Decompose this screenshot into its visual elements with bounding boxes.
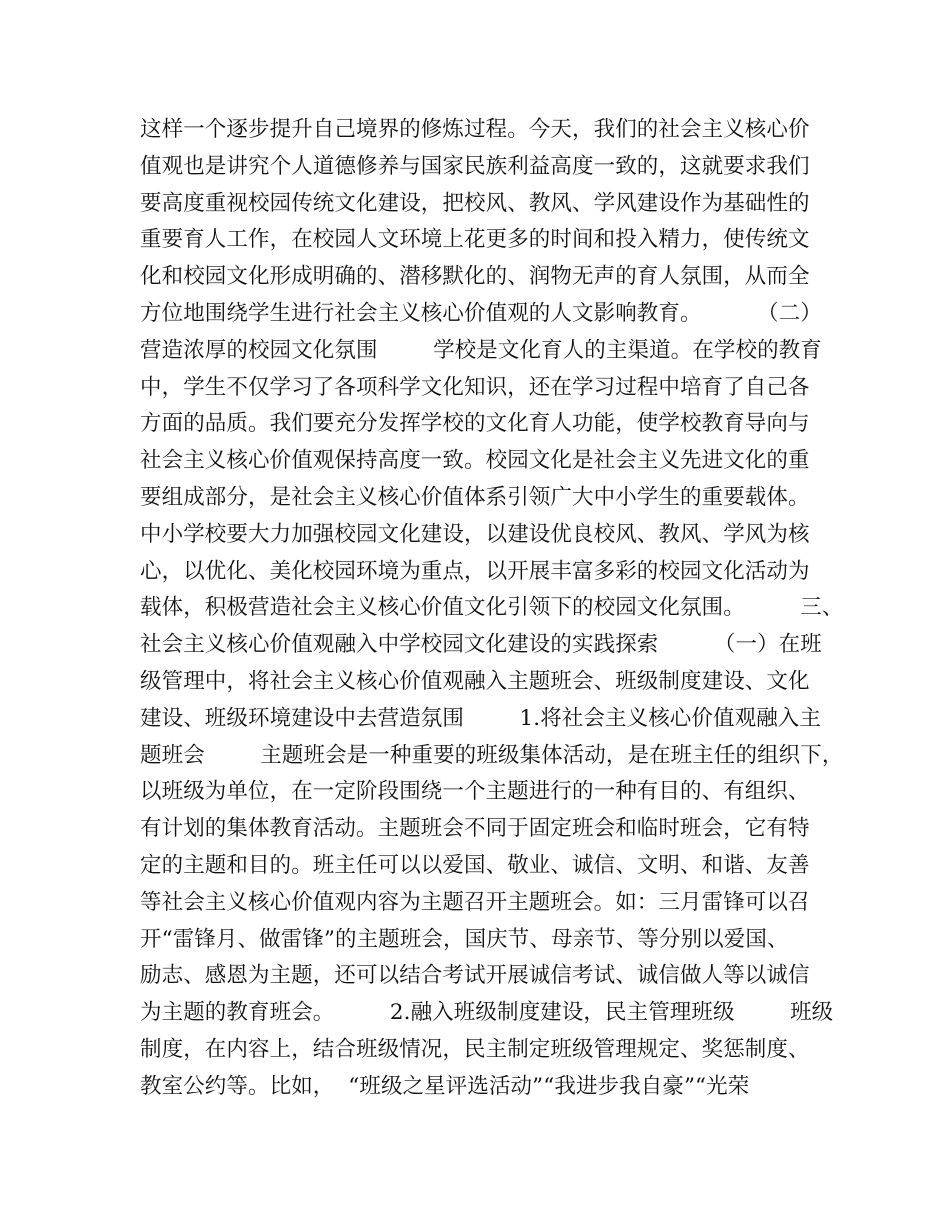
text-line: 营造浓厚的校园文化氛围 学校是文化育人的主渠道。在学校的教育 [140,337,822,363]
text-line: 这样一个逐步提升自己境界的修炼过程。今天，我们的社会主义核心价 [140,117,810,142]
text-line: 有计划的集体教育活动。主题班会不同于固定班会和临时班会，它有特 [140,816,810,842]
text-line: 励志、感恩为主题，还可以结合考试开展诚信考试、诚信做人等以诚信 [140,963,810,989]
text-line: 方面的品质。我们要充分发挥学校的文化育人功能，使学校教育导向与 [140,411,810,437]
text-line: 值观也是讲究个人道德修养与国家民族利益高度一致的，这就要求我们 [140,153,810,179]
text-line: 等社会主义核心价值观内容为主题召开主题班会。如：三月雷锋可以召 [140,889,810,915]
text-line: 重要育人工作，在校园人文环境上花更多的时间和投入精力，使传统文 [140,227,810,253]
text-line: 教室公约等。比如， “班级之星评选活动”“我进步我自豪”“光荣 [140,1073,750,1099]
text-line: 方位地围绕学生进行社会主义核心价值观的人文影响教育。 （二） [140,300,822,326]
text-line: 建设、班级环境建设中去营造氛围 1.将社会主义核心价值观融入主 [140,705,821,731]
text-line: 要组成部分，是社会主义核心价值体系引领广大中小学生的重要载体。 [140,484,810,510]
text-line: 社会主义核心价值观保持高度一致。校园文化是社会主义先进文化的重 [140,448,810,474]
text-line: 开“雷锋月、做雷锋”的主题班会，国庆节、母亲节、等分别以爱国、 [140,926,789,952]
text-line: 级管理中，将社会主义核心价值观融入主题班会、班级制度建设、文化 [140,668,810,694]
text-line: 中，学生不仅学习了各项科学文化知识，还在学习过程中培育了自己各 [140,374,810,400]
text-line: 要高度重视校园传统文化建设，把校风、教风、学风建设作为基础性的 [140,190,810,216]
body-text [140,112,844,1106]
text-line: 载体，积极营造社会主义核心价值文化引领下的校园文化氛围。 三、 [140,595,844,621]
text-line: 题班会 主题班会是一种重要的班级集体活动，是在班主任的组织下， [140,742,844,768]
text-line: 为主题的教育班会。 2.融入班级制度建设，民主管理班级 班级 [140,1000,834,1026]
text-line: 以班级为单位，在一定阶段围绕一个主题进行的一种有目的、有组织、 [140,779,810,805]
text-line: 制度，在内容上，结合班级情况，民主制定班级管理规定、奖惩制度、 [140,1036,810,1062]
text-line: 化和校园文化形成明确的、潜移默化的、润物无声的育人氛围，从而全 [140,264,810,290]
text-line: 定的主题和目的。班主任可以以爱国、敬业、诚信、文明、和谐、友善 [140,852,810,878]
text-line: 心，以优化、美化校园环境为重点，以开展丰富多彩的校园文化活动为 [140,558,810,584]
text-line: 中小学校要大力加强校园文化建设，以建设优良校风、教风、学风为核 [140,521,810,547]
text-line: 社会主义核心价值观融入中学校园文化建设的实践探索 （一）在班 [140,632,822,658]
